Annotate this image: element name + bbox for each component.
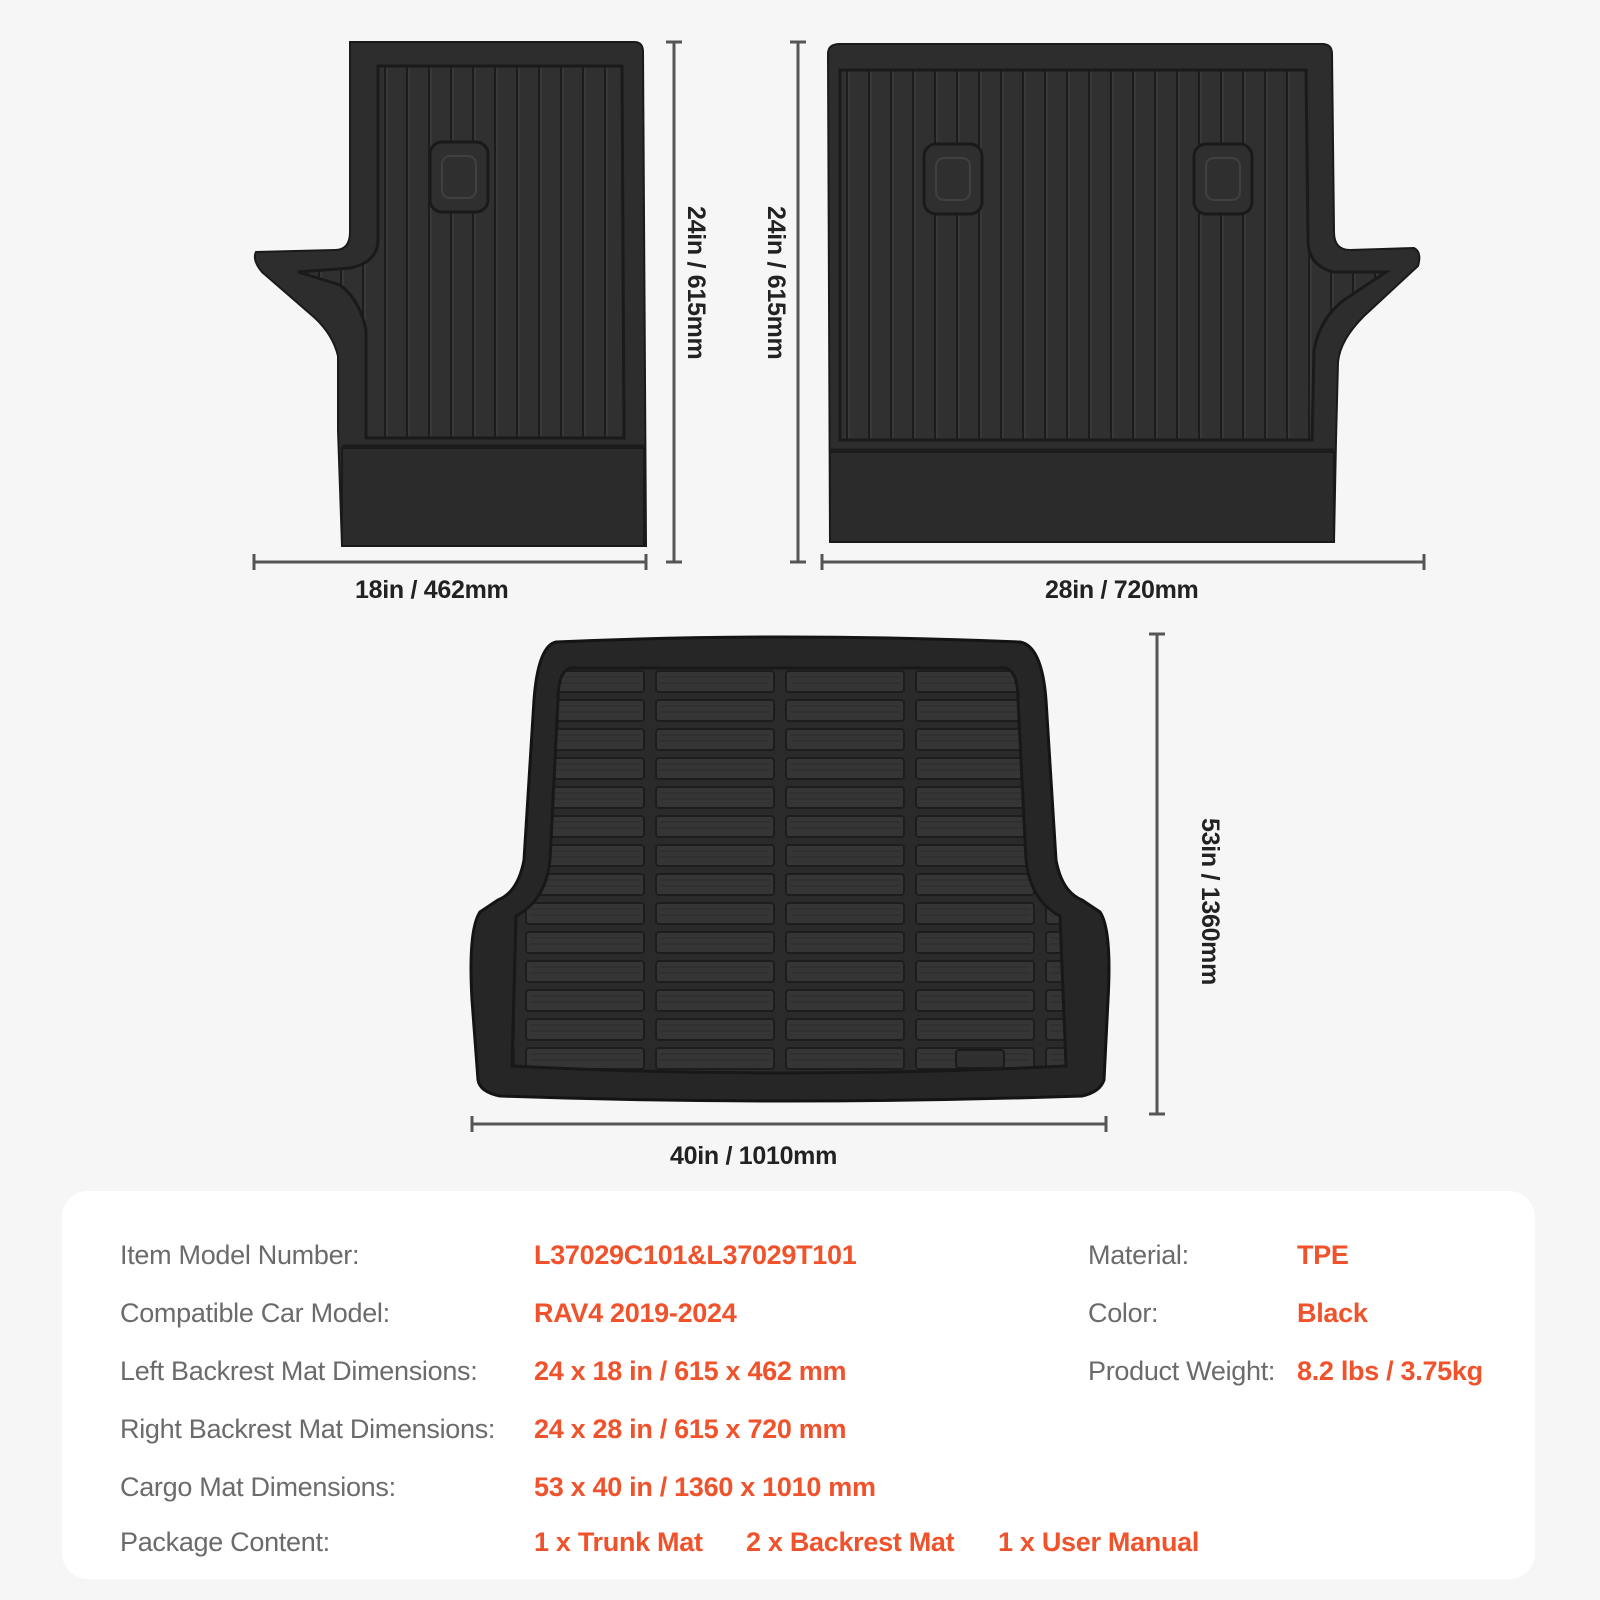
cargo-mat-width-label: 40in / 1010mm (670, 1142, 838, 1170)
model-number-value: L37029C101&L37029T101 (534, 1240, 857, 1270)
left-hook-recess (430, 142, 488, 212)
car-model-label: Compatible Car Model: (120, 1298, 390, 1328)
package-item-user-manual: 1 x User Manual (998, 1527, 1200, 1557)
left-mat-flap (342, 448, 644, 546)
cargo-dims-label: Cargo Mat Dimensions: (120, 1472, 396, 1502)
cargo-mat (471, 637, 1109, 1101)
package-label: Package Content: (120, 1527, 330, 1557)
right-hook-recess-2 (1194, 144, 1252, 214)
weight-label: Product Weight: (1088, 1356, 1276, 1386)
color-label: Color: (1088, 1298, 1159, 1328)
left-dims-value: 24 x 18 in / 615 x 462 mm (534, 1356, 847, 1386)
right-mat-height-label: 24in / 615mm (762, 206, 790, 360)
package-item-trunk-mat: 1 x Trunk Mat (534, 1527, 703, 1557)
weight-value: 8.2 lbs / 3.75kg (1297, 1356, 1483, 1386)
cargo-mat-logo-plate (956, 1050, 1004, 1068)
right-dims-label: Right Backrest Mat Dimensions: (120, 1414, 496, 1444)
left-mat-width-label: 18in / 462mm (355, 576, 509, 604)
cargo-dims-value: 53 x 40 in / 1360 x 1010 mm (534, 1472, 876, 1502)
left-mat-height-label: 24in / 615mm (682, 206, 710, 360)
material-label: Material: (1088, 1240, 1189, 1270)
right-dims-value: 24 x 28 in / 615 x 720 mm (534, 1414, 847, 1444)
color-value: Black (1297, 1298, 1368, 1328)
left-dims-label: Left Backrest Mat Dimensions: (120, 1356, 478, 1386)
right-mat-width-label: 28in / 720mm (1045, 576, 1199, 604)
package-item-backrest-mat: 2 x Backrest Mat (746, 1527, 955, 1557)
right-mat-flap (830, 452, 1334, 542)
car-model-value: RAV4 2019-2024 (534, 1298, 737, 1328)
cargo-mat-height-label: 53in / 1360mm (1196, 818, 1224, 986)
left-backrest-mat (255, 42, 646, 546)
right-hook-recess-1 (924, 144, 982, 214)
right-backrest-mat (828, 44, 1419, 542)
material-value: TPE (1297, 1240, 1349, 1270)
model-number-label: Item Model Number: (120, 1240, 360, 1270)
